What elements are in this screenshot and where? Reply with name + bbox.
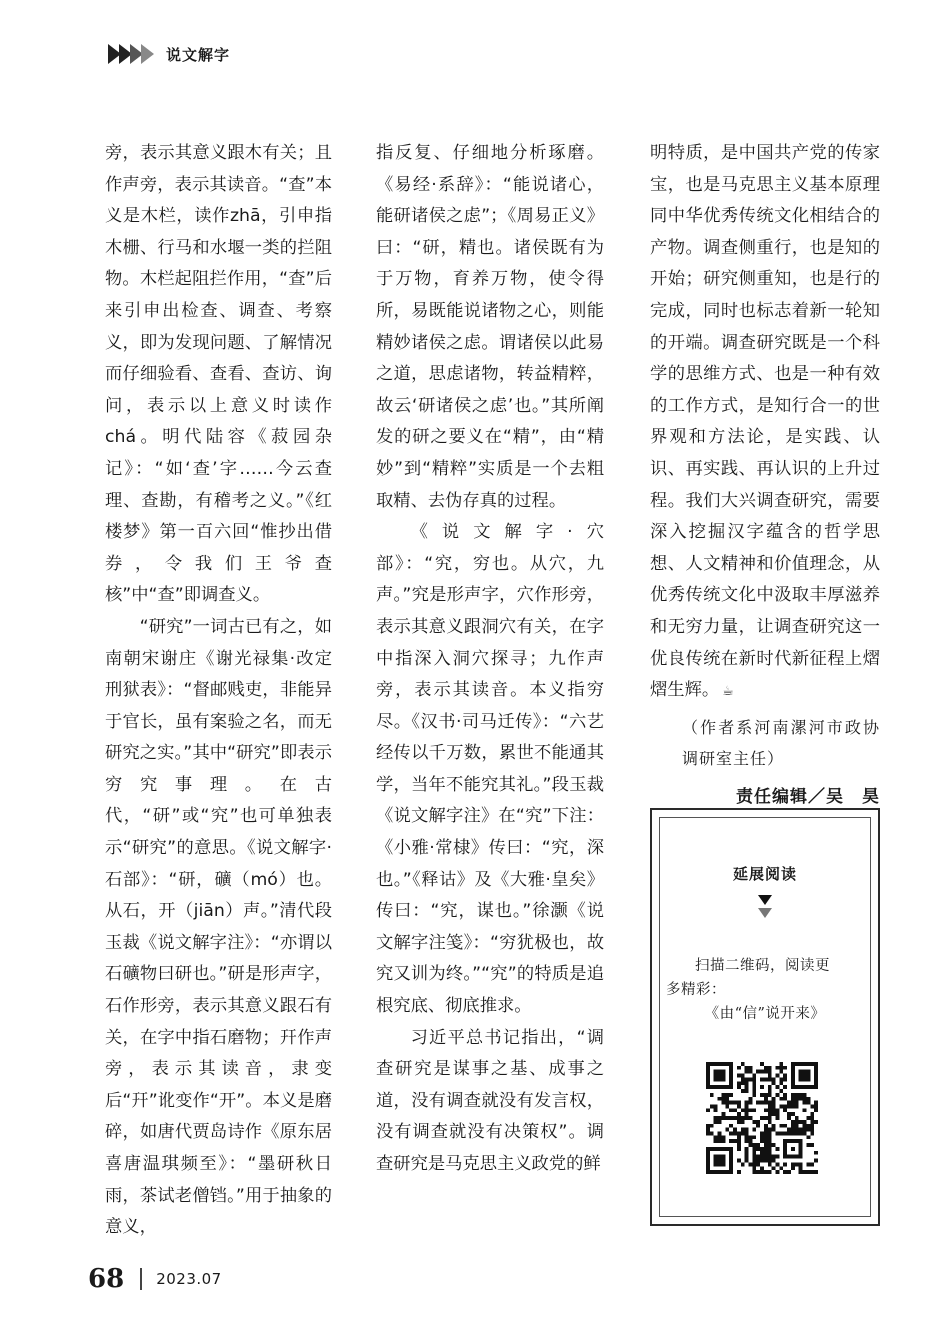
text-column-2 (376, 138, 604, 1181)
chevron-icon (141, 44, 154, 64)
related-article-title: 《由“信”说开来》 (704, 1006, 826, 1022)
description-line: 扫描二维码，阅读更 (695, 958, 830, 974)
section-header (108, 42, 230, 66)
paragraph: 指反复、仔细地分析琢磨。《易经·系辞》：“能说诸心，能研诸侯之虑”；《周易正义》曰：“研，精也。诸侯既有为于万物，育养万物，使令得所，易既能说诸物之心，则能精妙诸侯之虑。谓诸侯以此易之道，思虑诸物，转益精粹，故云‘研诸侯之虑’也。”其所阐发的研之要义在“精”，由“精妙”到“精粹”实质是一个去粗取精、去伪存真的过程。 (376, 143, 604, 511)
page-footer (88, 1264, 222, 1294)
extended-reading-title: 延展阅读 (732, 865, 797, 883)
page-number: 68 (88, 1264, 125, 1294)
text-column-3 (650, 138, 880, 813)
description-line: 多精彩： (666, 982, 726, 998)
author-note: （作者系河南漯河市政协调研室主任） (682, 717, 880, 768)
paragraph-text: 明特质，是中国共产党的传家宝，也是马克思主义基本原理同中华优秀传统文化相结合的产物。调查侧重行，也是知的开始；研究侧重知，也是行的完成，同时也标志着新一轮知的开端。调查研究既是一个科学的思维方式、也是一种有效的工作方式，是知行合一的世界观和方法论，是实践、认识、再实践、再认识的上升过程。我们大兴调查研究，需要深入挖掘汉字蕴含的哲学思想、人文精神和价值理念，从优秀传统文化中汲取丰厚滋养和无穷力量，让调查研究这一优良传统在新时代新征程上熠熠生辉。 (650, 143, 880, 701)
arrow-down-icon (758, 895, 772, 905)
section-title: 说文解字 (166, 45, 231, 64)
extended-reading-box (650, 808, 880, 1226)
qr-code-icon[interactable] (706, 1062, 818, 1174)
paragraph (650, 138, 880, 708)
responsible-editor: 责任编辑／吴 昊 (736, 786, 880, 807)
arrow-down-icon (758, 908, 772, 918)
footer-divider (140, 1268, 142, 1290)
text-column-1 (105, 138, 332, 1244)
paragraph: “研究”一词古已有之，如南朝宋谢庄《谢光禄集·改定刑狱表》：“督邮贱吏，非能异于官长，虽有案验之名，而无研究之实。”其中“研究”即表示穷究事理。在古代，“研”或“究”也可单独表示“研究”的意思。《说文解字·石部》：“研，礦（mó）也。从石，开（jiān）声。”清代段玉裁《说文解字注》：“亦谓以石礦物曰研也。”研是形声字，石作形旁，表示其意义跟石有关，在字中指石磨物；幵作声旁，表示其读音，隶变后“幵”讹变作“开”。本义是磨碎，如唐代贾岛诗作《原东居喜唐温琪频至》：“墨研秋日雨，茶试老僧铛。”用于抽象的意义， (105, 616, 332, 1238)
paragraph: 习近平总书记指出，“调查研究是谋事之基、成事之道，没有调查就没有发言权，没有调查就没有决策权”。调查研究是马克思主义政党的鲜 (376, 1027, 604, 1174)
cup-icon: ☕ (722, 684, 734, 700)
paragraph: 旁，表示其意义跟木有关；且作声旁，表示其读音。“查”本义是木栏，读作zhā，引申指木栅、行马和水堰一类的拦阻物。木栏起阻拦作用，“查”后来引申出检查、调查、考察义，即为发现问题、了解情况而仔细验看、查看、查访、询问，表示以上意义时读作chá。明代陆容《菽园杂记》：“如‘查’字……今云查理、查勘，有稽考之义。”《红楼梦》第一百六回“惟抄出借券，令我们王爷查核”中“查”即调查义。 (105, 143, 332, 606)
extended-reading-description (666, 954, 864, 1026)
issue-date: 2023.07 (156, 1270, 222, 1288)
paragraph: 《说文解字·穴部》：“究，穷也。从穴，九声。”究是形声字，穴作形旁，表示其意义跟洞穴有关，在字中指深入洞穴探寻；九作声旁，表示其读音。本义指穷尽。《汉书·司马迁传》：“六艺经传以千万数，累世不能通其学，当年不能究其礼。”段玉裁《说文解字注》在“究”下注：《小雅·常棣》传曰：“究，深也。”《释诂》及《大雅·皇矣》传曰：“究，谋也。”徐灏《说文解字注笺》：“穷犹极也，故究又训为终。”“究”的特质是追根究底、彻底推求。 (376, 522, 604, 1017)
